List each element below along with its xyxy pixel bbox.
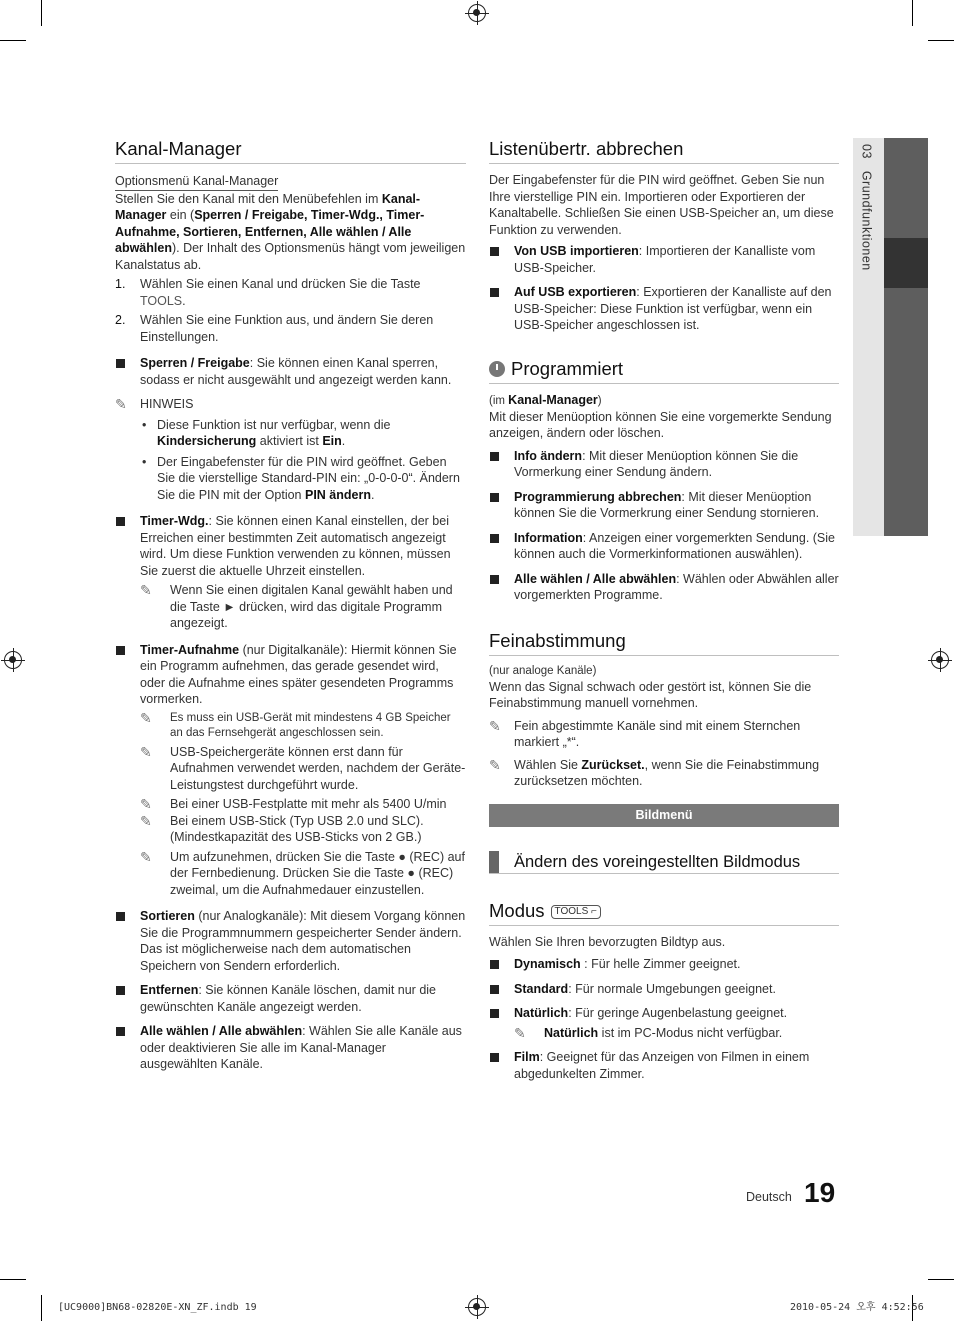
note-item: ✎ Bei einem USB-Stick (Typ USB 2.0 und SLC). (Mindestkapazität des USB-Sticks von 2 GB.)	[140, 812, 424, 844]
registration-mark-icon	[468, 1298, 486, 1316]
programmiert-context: (im Kanal-Manager)	[489, 392, 602, 407]
list-item: Dynamisch : Für helle Zimmer geeignet.	[489, 956, 839, 973]
listen-intro: Der Eingabefenster für die PIN wird geöffnet. Geben Sie nun Ihre vierstellige PIN ein. Importieren oder Exportieren der Kanaltabelle. Schließen Sie einen USB-Speicher an, um diese Funktion zu verwenden.	[489, 173, 834, 237]
note-item: ✎ Wenn Sie einen digitalen Kanal gewählt haben und die Taste ► drücken, wird das digitale Programm angezeigt.	[140, 582, 453, 630]
list-item-sortieren: Sortieren (nur Analogkanäle): Mit diesem Vorgang können Sie die Programmnummern gespeicherter Sender ändern. Das ist möglicherweise nach dem automatischen Speichern von Sendern erforderlich.	[115, 908, 466, 974]
list-item-alle-waehlen: Alle wählen / Alle abwählen: Wählen Sie alle Kanäle aus oder deaktivieren Sie alle im Kanal-Manager ausgewählten Kanäle.	[115, 1023, 466, 1073]
bullet-square-icon	[489, 284, 514, 334]
tools-badge-icon: TOOLS ⌐	[551, 905, 601, 919]
timer-icon	[489, 361, 505, 377]
feinabstimmung-context: (nur analoge Kanäle)	[489, 664, 597, 677]
note-item: ✎ Um aufzunehmen, drücken Sie die Taste ● (REC) auf der Fernbedienung. Drücken Sie die Taste ● (REC) zweimal, um die Aufnahmedauer einzustellen.	[140, 848, 465, 897]
registration-mark-icon	[931, 651, 949, 669]
section-title-programmiert: Programmiert	[489, 358, 839, 384]
chapter-tab	[853, 138, 928, 536]
modus-intro: Wählen Sie Ihren bevorzugten Bildtyp aus.	[489, 934, 726, 949]
note-item: ✎ Natürlich ist im PC-Modus nicht verfügbar.	[514, 1024, 783, 1041]
subheading-bildmodus: Ändern des voreingestellten Bildmodus	[489, 851, 839, 874]
list-item: • Der Eingabefenster für die PIN wird geöffnet. Geben Sie die vierstellige Standard-PIN ein: „0-0-0-0“. Ändern Sie die PIN mit der Option PIN ändern.	[142, 454, 460, 502]
bullet-square-icon	[115, 355, 140, 388]
note-pencil-icon: ✎	[140, 709, 152, 726]
crop-mark	[0, 40, 26, 41]
crop-mark	[41, 1295, 42, 1321]
section-title-kanal-manager: Kanal-Manager	[115, 138, 466, 164]
note-pencil-icon: ✎	[489, 756, 501, 773]
footer-language: Deutsch	[746, 1190, 792, 1204]
crop-mark	[41, 0, 42, 26]
bullet-square-icon	[115, 908, 140, 974]
list-item: Information: Anzeigen einer vorgemerkten Sendung. (Sie können auch die Vormerkinformationen auswählen).	[489, 530, 839, 563]
step-item: 2. Wählen Sie eine Funktion aus, und ändern Sie deren Einstellungen.	[115, 313, 434, 344]
note-item: ✎ USB-Speichergeräte können erst dann für Aufnahmen verwendet werden, nachdem der Geräte-Leistungstest durchgeführt wurde.	[140, 743, 466, 792]
chapter-label: 03 Grundfunktionen	[859, 144, 874, 271]
list-item: Info ändern: Mit dieser Menüoption können Sie die Vormerkung einer Sendung ändern.	[489, 448, 839, 481]
bullet-square-icon	[489, 530, 514, 563]
list-item: Standard: Für normale Umgebungen geeignet.	[489, 981, 839, 998]
note-pencil-icon: ✎	[140, 812, 152, 829]
section-title-listenuebertr: Listenübertr. abbrechen	[489, 138, 839, 164]
note-item: ✎ Es muss ein USB-Gerät mit mindestens 4 GB Speicher an das Fernsehgerät angeschlossen sein.	[140, 709, 451, 739]
section-banner-bildmenue: Bildmenü	[489, 804, 839, 827]
hinweis-header: ✎ HINWEIS	[115, 396, 194, 412]
bullet-square-icon	[489, 956, 514, 973]
note-item: ✎ Fein abgestimmte Kanäle sind mit einem Sternchen markiert „*“.	[489, 717, 801, 749]
list-item-timer-aufnahme: Timer-Aufnahme (nur Digitalkanäle): Hiermit können Sie ein Programm aufnehmen, das gerade gesendet wird, oder die Aufnahme eines später gesendeten Programms vormerken.	[115, 642, 466, 708]
list-item: Programmierung abbrechen: Mit dieser Menüoption können Sie die Vormerkrung einer Sendung stornieren.	[489, 489, 839, 522]
note-pencil-icon: ✎	[514, 1024, 526, 1041]
crop-mark	[928, 1279, 954, 1280]
bullet-square-icon	[489, 1005, 514, 1022]
note-pencil-icon: ✎	[140, 582, 152, 598]
crop-mark	[0, 1279, 26, 1280]
page-number: 19	[804, 1177, 836, 1208]
note-pencil-icon: ✎	[115, 396, 127, 412]
note-item: ✎ Wählen Sie Zurückset., wenn Sie die Feinabstimmung zurücksetzen möchten.	[489, 756, 820, 788]
list-item-sperren: Sperren / Freigabe: Sie können einen Kanal sperren, sodass er nicht ausgewählt und angezeigt werden kann.	[115, 355, 466, 388]
list-item-entfernen: Entfernen: Sie können Kanäle löschen, damit nur die gewünschten Kanäle angezeigt werden.	[115, 982, 466, 1015]
bullet-square-icon	[489, 489, 514, 522]
section-title-feinabstimmung: Feinabstimmung	[489, 630, 839, 656]
list-item-timer-wdg: Timer-Wdg.: Sie können einen Kanal einstellen, der bei Erreichen einer bestimmten Zeit automatisch angezeigt wird. Um diese Funktion verwenden zu können, müssen Sie zuerst die aktuelle Uhrzeit einstellen.	[115, 513, 466, 579]
note-pencil-icon: ✎	[489, 717, 501, 734]
note-item: ✎ Bei einer USB-Festplatte mit mehr als 5400 U/min	[140, 796, 447, 812]
note-pencil-icon: ✎	[140, 796, 152, 812]
right-column	[489, 138, 839, 1082]
crop-mark	[912, 0, 913, 26]
section-title-modus: Modus TOOLS ⌐	[489, 900, 839, 926]
list-item: Natürlich: Für geringe Augenbelastung geeignet.	[489, 1005, 839, 1022]
list-item: Film: Geeignet für das Anzeigen von Filmen in einem abgedunkelten Zimmer.	[489, 1049, 839, 1082]
note-pencil-icon: ✎	[140, 848, 152, 865]
bullet-square-icon	[489, 981, 514, 998]
bullet-square-icon	[115, 1023, 140, 1073]
print-slug-file: [UC9000]BN68-02820E-XN_ZF.indb 19	[58, 1302, 257, 1313]
bullet-square-icon	[489, 571, 514, 604]
crop-mark	[928, 40, 954, 41]
bullet-square-icon	[489, 1049, 514, 1082]
feinabstimmung-intro: Wenn das Signal schwach oder gestört ist, können Sie die Feinabstimmung manuell vornehmen.	[489, 679, 812, 710]
list-item: • Diese Funktion ist nur verfügbar, wenn die Kindersicherung aktiviert ist Ein.	[142, 417, 391, 448]
programmiert-intro: Mit dieser Menüoption können Sie eine vorgemerkte Sendung anzeigen, ändern oder löschen.	[489, 409, 832, 440]
left-column	[115, 138, 466, 1073]
hinweis-list	[115, 417, 466, 504]
subtitle-options-menu: Optionsmenü Kanal-Manager	[115, 173, 278, 191]
bullet-square-icon	[489, 243, 514, 276]
subheading-bar	[489, 851, 499, 873]
note-pencil-icon: ✎	[140, 743, 152, 760]
list-item: Von USB importieren: Importieren der Kanalliste vom USB-Speicher.	[489, 243, 839, 276]
bullet-square-icon	[489, 448, 514, 481]
list-item: Alle wählen / Alle abwählen: Wählen oder Abwählen aller vorgemerkten Programme.	[489, 571, 839, 604]
registration-mark-icon	[468, 4, 486, 22]
bullet-square-icon	[115, 982, 140, 1015]
registration-mark-icon	[4, 651, 22, 669]
bullet-square-icon	[115, 642, 140, 708]
print-slug-date: 2010-05-24 오후 4:52:56	[790, 1302, 924, 1313]
list-item: Auf USB exportieren: Exportieren der Kanalliste auf den USB-Speicher: Diese Funktion ist verfügbar, wenn ein USB-Speicher angeschlossen ist.	[489, 284, 839, 334]
step-item: 1. Wählen Sie einen Kanal und drücken Sie die Taste TOOLS.	[115, 277, 421, 308]
intro-paragraph: Stellen Sie den Kanal mit den Menübefehlen im Kanal-Manager ein (Sperren / Freigabe, Timer-Wdg., Timer-Aufnahme, Sortieren, Entfernen, Alle wählen / Alle abwählen). Der Inhalt des Optionsmenüs hängt vom jeweiligen Kanalstatus ab.	[115, 191, 466, 272]
bullet-square-icon	[115, 513, 140, 579]
